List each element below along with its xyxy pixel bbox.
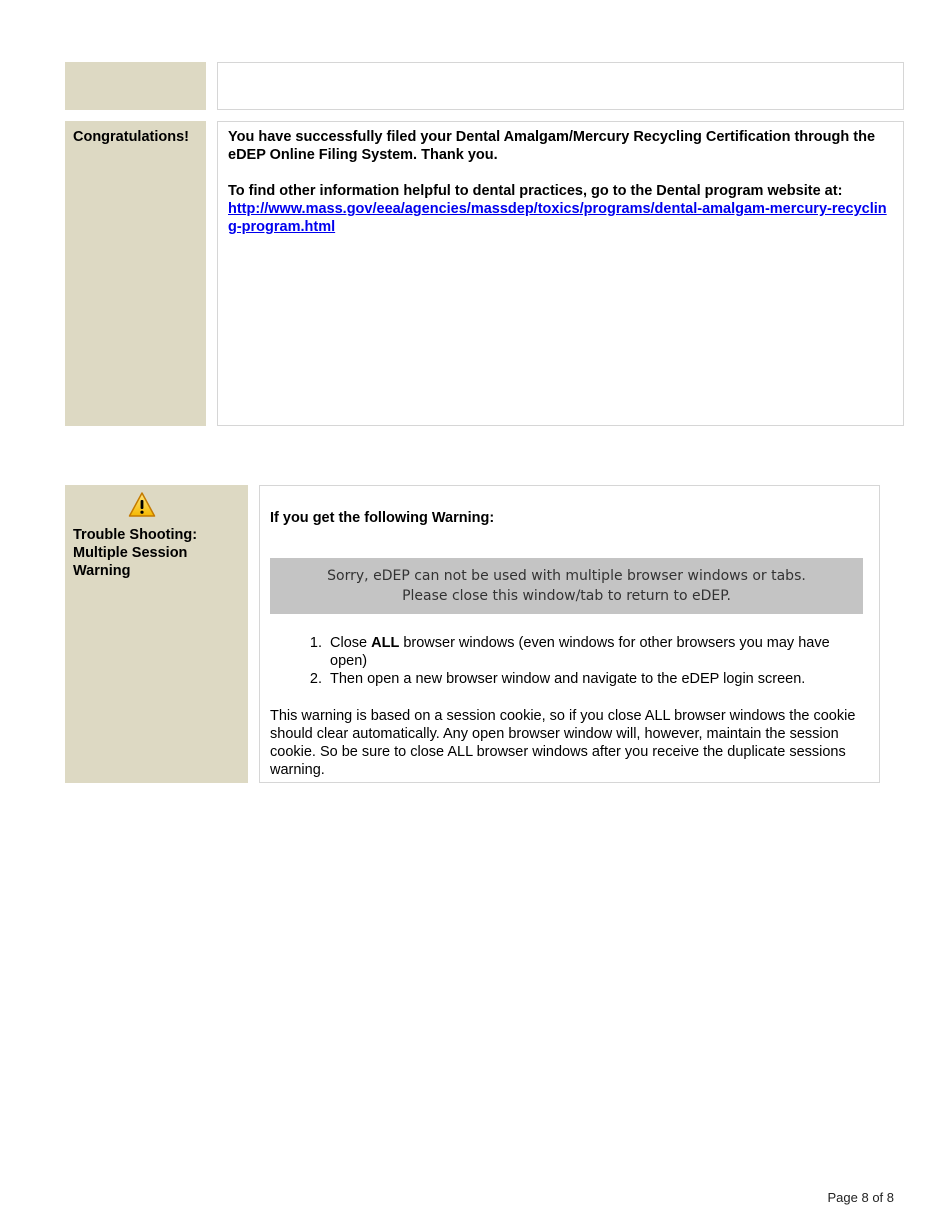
warning-text-line-2: Please close this window/tab to return to eDEP. (402, 588, 731, 604)
congrats-content-cell (217, 121, 904, 426)
empty-row-content-cell (217, 62, 904, 110)
trouble-label: Trouble Shooting: Multiple Session Warning (73, 527, 198, 579)
congrats-label-cell (65, 121, 206, 426)
step-2: 2. Then open a new browser window and navigate to the eDEP login screen. (326, 670, 860, 688)
trouble-content-cell (259, 485, 880, 783)
warning-banner (270, 558, 863, 614)
dental-program-info: To find other information helpful to dental practices, go to the Dental program website at: (228, 183, 843, 199)
warning-icon (128, 491, 156, 519)
steps-list (270, 634, 860, 688)
warning-text-line-1: Sorry, eDEP can not be used with multiple browser windows or tabs. (327, 568, 806, 584)
trouble-label-cell (65, 485, 248, 783)
step-1-text-start: Close (330, 635, 372, 651)
dental-program-link[interactable]: http://www.mass.gov/eea/agencies/massdep/toxics/programs/dental-amalgam-mercury-recycling-program.html (228, 201, 887, 235)
warning-heading: If you get the following Warning: (270, 510, 495, 526)
step-1-text-end: browser windows (even windows for other browsers you may have open) (330, 635, 830, 669)
session-cookie-note: This warning is based on a session cookie, so if you close ALL browser windows the cookie should clear automatically. Any open browser window will, however, maintain the session cookie. So be sure to close ALL browser windows after you receive the duplicate sessions warning. (270, 708, 856, 778)
success-message: You have successfully filed your Dental Amalgam/Mercury Recycling Certification through the eDEP Online Filing System. Thank you. (228, 129, 876, 163)
empty-row-label-cell (65, 62, 206, 110)
step-1-emphasis: ALL (371, 635, 400, 651)
congrats-label: Congratulations! (73, 129, 189, 145)
step-1 (326, 634, 860, 670)
page-number: Page 8 of 8 (827, 1190, 894, 1205)
